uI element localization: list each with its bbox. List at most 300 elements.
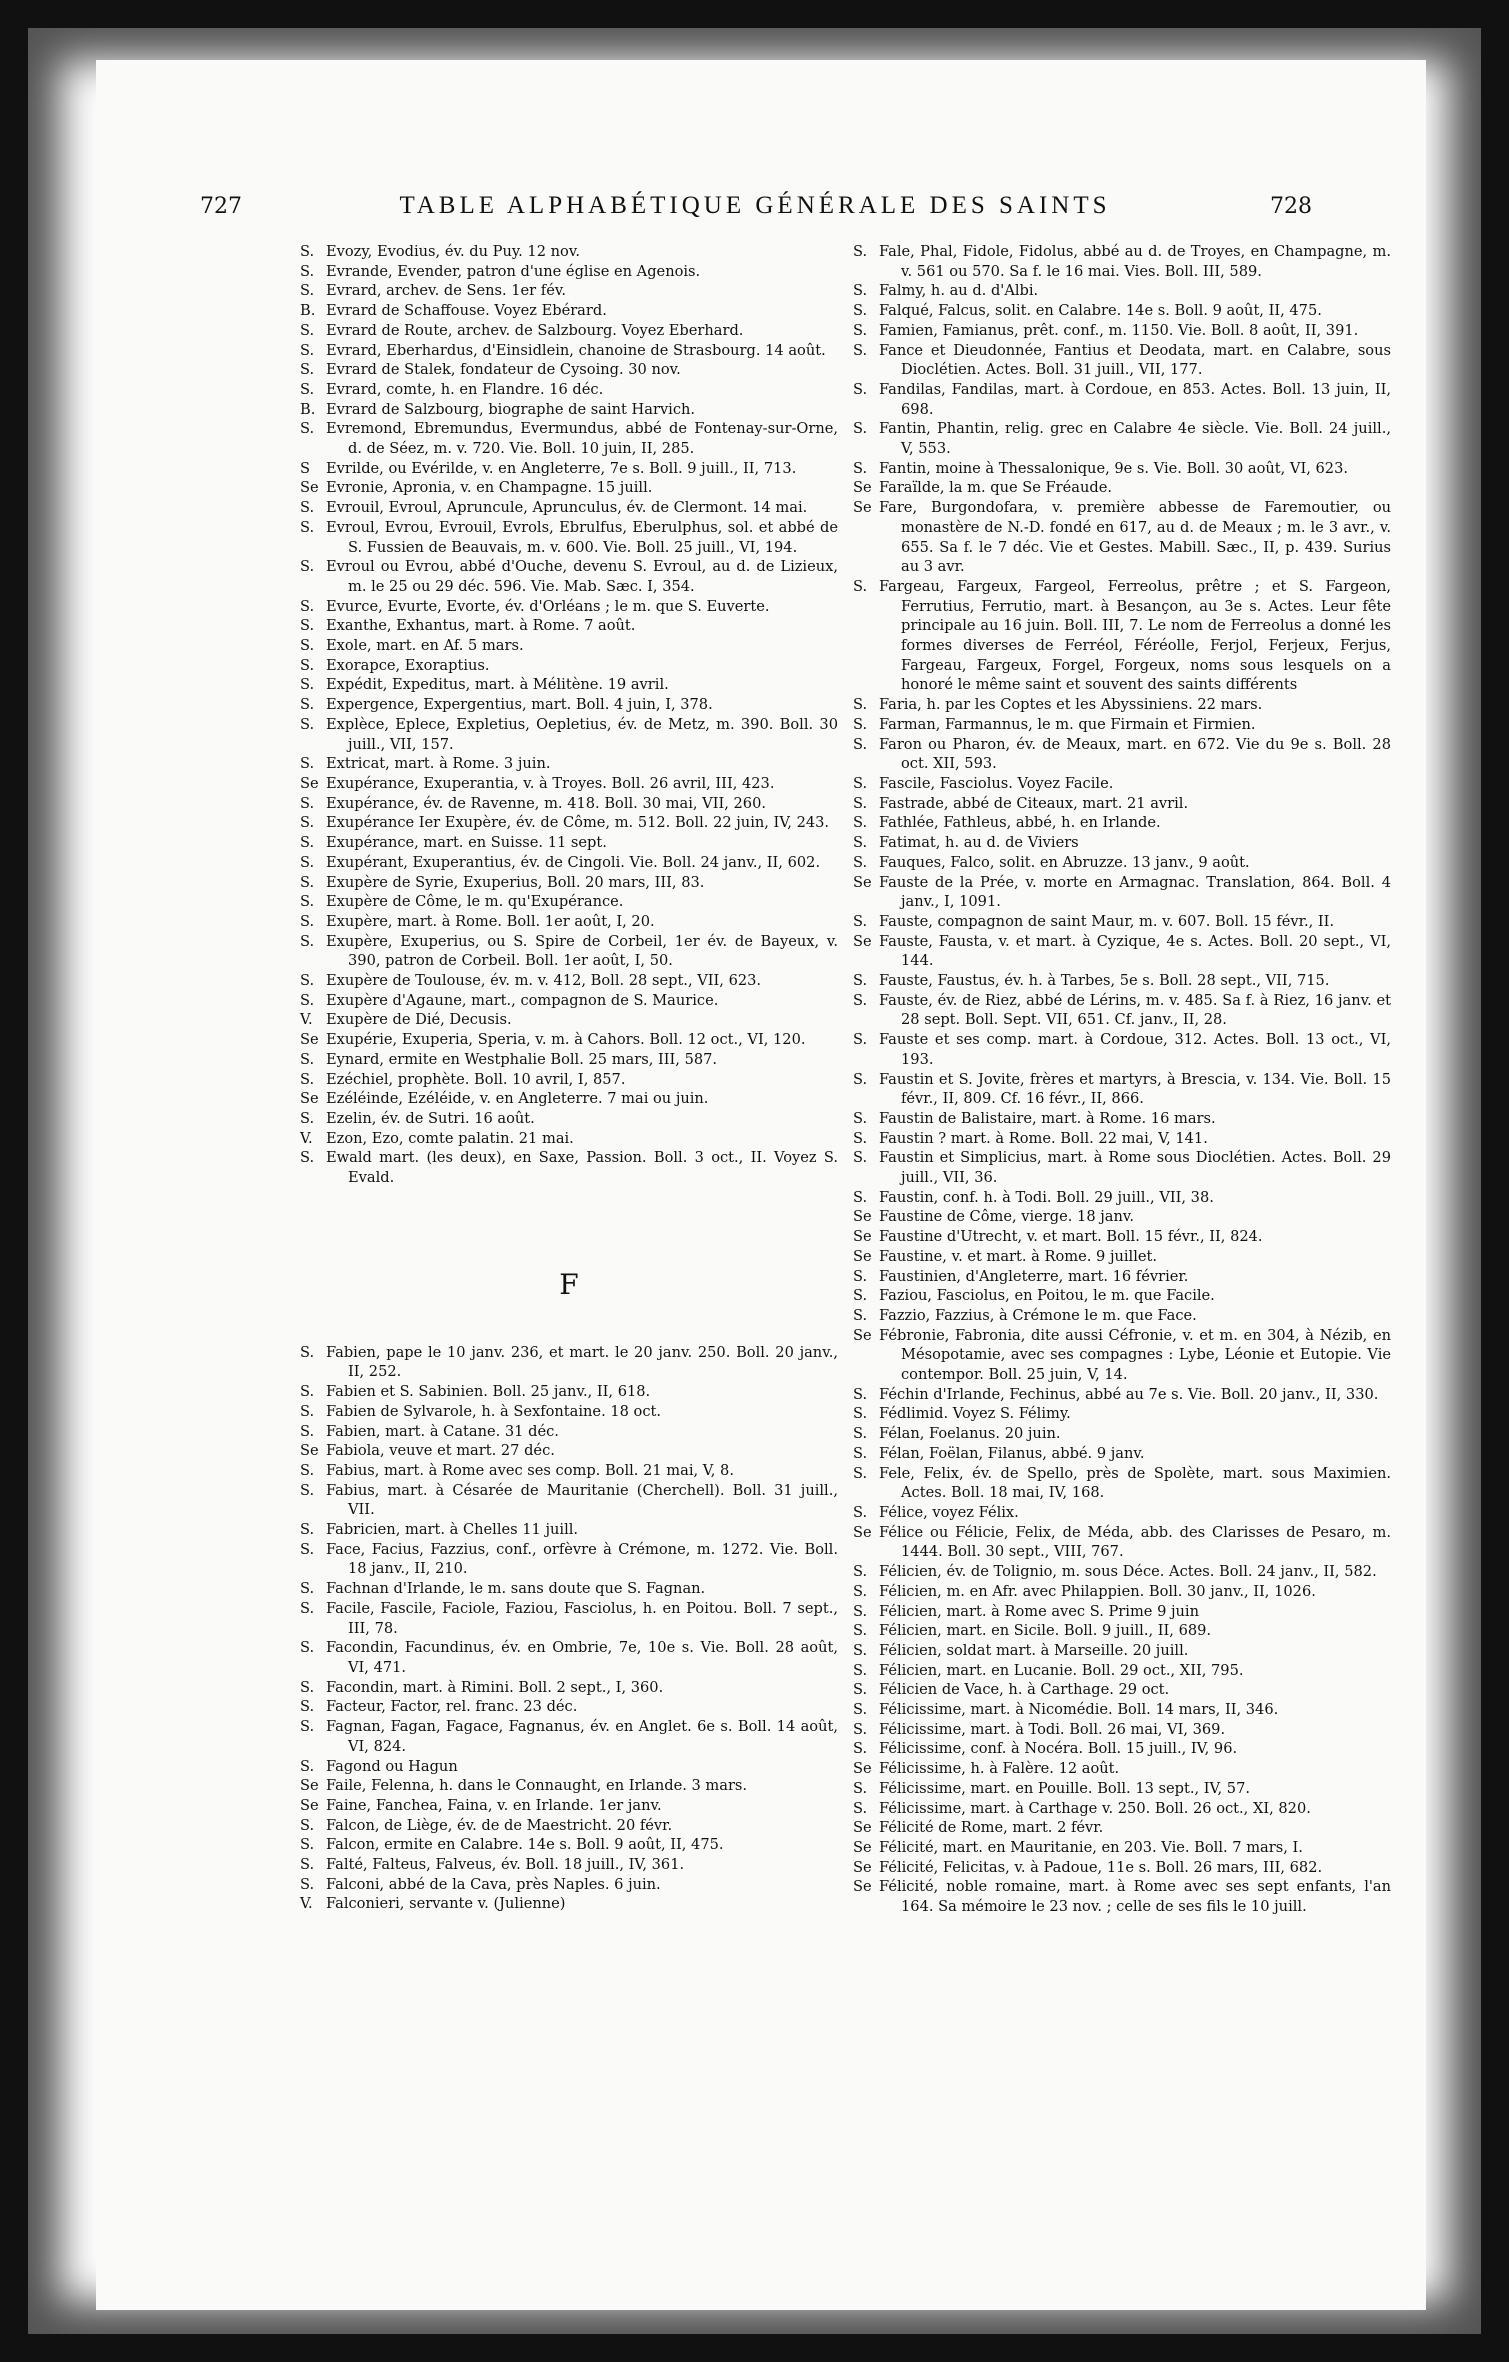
entry-text: Exupère de Toulouse, év. m. v. 412, Boll. 28 sept., VII, 623.: [326, 972, 762, 990]
entry-text: Félan, Foëlan, Filanus, abbé. 9 janv.: [879, 1444, 1145, 1462]
entry-prefix: S.: [300, 518, 315, 536]
index-entry: [853, 991, 1391, 1030]
index-entry: [300, 498, 838, 518]
entry-text: Félicissime, mart. à Todi. Boll. 26 mai, VI, 369.: [879, 1720, 1226, 1738]
index-entry: [300, 597, 838, 617]
entry-text: Facondin, Facundinus, év. en Ombrie, 7e, 10e s. Vie. Boll. 28 août, VI, 471.: [326, 1639, 838, 1676]
entry-text: Fébronie, Fabronia, dite aussi Céfronie, v. et m. en 304, à Nézib, en Mésopotamie, avec ses compagnes : Lybe, Léonie et Eutopie. Vie contempor. Boll. 25 juin, V, 14.: [879, 1326, 1391, 1384]
entry-prefix: S: [300, 459, 310, 477]
entry-text: Félicien, mart. en Lucanie. Boll. 29 oct., XII, 795.: [879, 1661, 1244, 1679]
entry-prefix: S.: [300, 1521, 315, 1539]
index-entry: [853, 1858, 1391, 1878]
entry-prefix: S.: [853, 774, 868, 792]
entry-text: Exupère de Côme, le m. qu'Exupérance.: [326, 893, 624, 911]
index-entry: [853, 1838, 1391, 1858]
entry-text: Fascile, Fasciolus. Voyez Facile.: [879, 774, 1114, 792]
entry-text: Exupère de Syrie, Exuperius, Boll. 20 mars, III, 83.: [326, 873, 705, 891]
entry-text: Fatimat, h. au d. de Viviers: [879, 834, 1079, 852]
entry-text: Fandilas, Fandilas, mart. à Cordoue, en 853. Actes. Boll. 13 juin, II, 698.: [879, 380, 1391, 418]
entry-text: Exole, mart. en Af. 5 mars.: [326, 637, 524, 655]
entry-text: Exupérance, Exuperantia, v. à Troyes. Boll. 26 avril, III, 423.: [326, 774, 775, 792]
index-entry: [300, 242, 838, 262]
index-entry: [853, 1188, 1391, 1208]
entry-prefix: S.: [853, 834, 868, 852]
index-entry: [300, 478, 838, 498]
index-entry: [300, 1030, 838, 1050]
entry-prefix: S.: [853, 853, 868, 871]
entry-text: Evurce, Evurte, Evorte, év. d'Orléans ; le m. que S. Euverte.: [326, 597, 770, 615]
entry-text: Evozy, Evodius, év. du Puy. 12 nov.: [326, 243, 580, 260]
index-entry: [853, 1247, 1391, 1267]
entry-text: Faraïlde, la m. que Se Fréaude.: [879, 479, 1112, 497]
page-header: [200, 192, 1310, 220]
entry-prefix: V.: [300, 1011, 313, 1029]
index-entry: [300, 419, 838, 458]
entry-prefix: Se: [300, 774, 319, 792]
entry-prefix: S.: [853, 972, 868, 990]
entry-text: Fauste, év. de Riez, abbé de Lérins, m. v. 485. Sa f. à Riez, 16 janv. et 28 sept. Boll. Sept. VII, 651. Cf. janv., II, 28.: [879, 991, 1391, 1029]
entry-text: Fagnan, Fagan, Fagace, Fagnanus, év. en Anglet. 6e s. Boll. 14 août, VI, 824.: [326, 1718, 838, 1755]
entry-prefix: S.: [853, 1031, 868, 1049]
entry-text: Facile, Fascile, Faciole, Faziou, Fasciolus, h. en Poitou. Boll. 7 sept., III, 78.: [326, 1599, 838, 1637]
entry-prefix: S.: [853, 1720, 868, 1738]
entry-text: Falcon, de Liège, év. de de Maestricht. 20 févr.: [326, 1816, 673, 1834]
index-entry: [300, 1579, 838, 1599]
index-entry: [853, 813, 1391, 833]
entry-text: Félicissime, mart. à Nicomédie. Boll. 14 mars, II, 346.: [879, 1701, 1279, 1719]
index-entry: [853, 1503, 1391, 1523]
index-entry: [300, 1070, 838, 1090]
entry-prefix: S.: [300, 1402, 315, 1420]
index-entry: [853, 341, 1391, 380]
entry-text: Félicissime, mart. à Carthage v. 250. Boll. 26 oct., XI, 820.: [879, 1799, 1311, 1817]
entry-text: Faron ou Pharon, év. de Meaux, mart. en 672. Vie du 9e s. Boll. 28 oct. XII, 593.: [879, 735, 1391, 773]
index-entry: [853, 1109, 1391, 1129]
entry-prefix: S.: [853, 794, 868, 812]
entry-text: Face, Facius, Fazzius, conf., orfèvre à Crémone, m. 1272. Vie. Boll. 18 janv., II, 210.: [326, 1540, 838, 1578]
index-entry: [853, 1207, 1391, 1227]
index-entry: [300, 1129, 838, 1149]
index-entry: [300, 1343, 838, 1382]
entry-prefix: Se: [853, 1878, 872, 1896]
index-entry: [300, 991, 838, 1011]
entry-prefix: Se: [300, 1442, 319, 1460]
index-entry: [300, 360, 838, 380]
entry-text: Faine, Fanchea, Faina, v. en Irlande. 1er janv.: [326, 1796, 662, 1814]
entry-text: Evrard de Route, archev. de Salzbourg. Voyez Eberhard.: [326, 321, 744, 339]
entry-prefix: S.: [300, 1718, 315, 1736]
index-entry: [300, 380, 838, 400]
entry-text: Falcon, ermite en Calabre. 14e s. Boll. 9 août, II, 475.: [326, 1836, 724, 1854]
entry-prefix: S.: [853, 1306, 868, 1324]
entry-text: Fauste de la Prée, v. morte en Armagnac. Translation, 864. Boll. 4 janv., I, 1091.: [879, 873, 1391, 911]
entry-prefix: S.: [300, 715, 315, 733]
entry-prefix: S.: [300, 873, 315, 891]
entry-prefix: S.: [853, 1464, 868, 1482]
entry-text: Faziou, Fasciolus, en Poitou, le m. que Facile.: [879, 1287, 1215, 1305]
entry-prefix: S.: [853, 1622, 868, 1640]
index-entry: [853, 478, 1391, 498]
entry-text: Farman, Farmannus, le m. que Firmain et Firmien.: [879, 715, 1256, 733]
index-entry: [853, 1720, 1391, 1740]
entry-prefix: S.: [300, 932, 315, 950]
entry-text: Fargeau, Fargeux, Fargeol, Ferreolus, prêtre ; et S. Fargeon, Ferrutius, Ferrutio, mart. à Besançon, au 3e s. Actes. Leur fête principale au 16 juin. Boll. III, 7. Le nom de Ferreolus a donné les formes diverses de Ferréol, Féréolle, Ferjol, Ferjeux, Ferjus, Fargeau, Fargeux, Forgel, Forgeux, noms sous lesquels on a honoré le même saint et souvent des saints différents: [879, 577, 1391, 694]
entry-prefix: S.: [300, 755, 315, 773]
section-letter: F: [559, 1267, 579, 1301]
entry-text: Fauques, Falco, solit. en Abruzze. 13 janv., 9 août.: [879, 853, 1250, 871]
entry-text: Exupère de Dié, Decusis.: [326, 1011, 512, 1029]
entry-text: Félicissime, conf. à Nocéra. Boll. 15 juill., IV, 96.: [879, 1740, 1238, 1758]
entry-prefix: S.: [300, 420, 315, 438]
index-entry: [853, 794, 1391, 814]
index-entry: [300, 459, 838, 479]
entry-prefix: S.: [300, 262, 315, 280]
entry-text: Félicissime, mart. en Pouille. Boll. 13 sept., IV, 57.: [879, 1779, 1251, 1797]
entries-e: [300, 242, 838, 1188]
index-entry: [853, 774, 1391, 794]
entry-prefix: S.: [853, 321, 868, 339]
entry-prefix: S.: [300, 1875, 315, 1893]
index-entry: [300, 971, 838, 991]
entry-text: Evremond, Ebremundus, Evermundus, abbé de Fontenay-sur-Orne, d. de Séez, m. v. 720. Vie. Boll. 10 juin, II, 285.: [326, 420, 838, 458]
entry-prefix: S.: [300, 893, 315, 911]
entry-prefix: S.: [853, 735, 868, 753]
index-entry: [300, 1382, 838, 1402]
entry-prefix: S.: [300, 1481, 315, 1499]
index-entry: [300, 754, 838, 774]
index-entry: [300, 1481, 838, 1520]
index-entry: [853, 1286, 1391, 1306]
index-entry: [300, 1757, 838, 1777]
entry-prefix: S.: [853, 1405, 868, 1423]
entry-text: Fédlimid. Voyez S. Félimy.: [879, 1405, 1071, 1423]
index-entry: [300, 892, 838, 912]
index-entry: [300, 301, 838, 321]
entry-prefix: S.: [853, 1681, 868, 1699]
entry-prefix: S.: [853, 459, 868, 477]
index-entry: [853, 1759, 1391, 1779]
entry-prefix: S.: [300, 380, 315, 398]
entry-prefix: S.: [853, 1701, 868, 1719]
index-entry: [853, 833, 1391, 853]
index-entry: [853, 1523, 1391, 1562]
entry-text: Fantin, moine à Thessalonique, 9e s. Vie. Boll. 30 août, VI, 623.: [879, 459, 1349, 477]
index-entry: [300, 262, 838, 282]
entry-text: Fabien et S. Sabinien. Boll. 25 janv., II, 618.: [326, 1383, 651, 1401]
entry-text: Evrard, archev. de Sens. 1er fév.: [326, 282, 566, 300]
entry-prefix: S.: [853, 302, 868, 320]
index-entry: [853, 1562, 1391, 1582]
index-entry: [300, 1461, 838, 1481]
entry-text: Exorapce, Exoraptius.: [326, 656, 490, 674]
index-entry: [853, 301, 1391, 321]
entry-text: Faustine de Côme, vierge. 18 janv.: [879, 1208, 1135, 1226]
index-entry: [300, 321, 838, 341]
entry-prefix: S.: [300, 1540, 315, 1558]
index-entry: [853, 1424, 1391, 1444]
entry-text: Fachnan d'Irlande, le m. sans doute que S. Fagnan.: [326, 1580, 706, 1598]
entry-text: Faustine, v. et mart. à Rome. 9 juillet.: [879, 1247, 1158, 1265]
entry-text: Exupérie, Exuperia, Speria, v. m. à Cahors. Boll. 12 oct., VI, 120.: [326, 1031, 806, 1049]
entry-prefix: S.: [300, 912, 315, 930]
entry-prefix: S.: [853, 1582, 868, 1600]
entry-text: Exanthe, Exhantus, mart. à Rome. 7 août.: [326, 617, 636, 635]
entry-prefix: S.: [853, 1444, 868, 1462]
index-entry: [853, 1602, 1391, 1622]
index-entry: [300, 636, 838, 656]
entry-prefix: S.: [300, 499, 315, 517]
page-number-left: 727: [200, 194, 242, 219]
index-entry: [300, 281, 838, 301]
entry-prefix: Se: [853, 1208, 872, 1226]
entry-prefix: S.: [853, 912, 868, 930]
entry-text: Evroul, Evrou, Evrouil, Evrols, Ebrulfus, Eberulphus, sol. et abbé de S. Fussien de Beauvais, m. v. 600. Vie. Boll. 25 juill., VI, 194.: [326, 518, 838, 556]
entry-prefix: Se: [853, 1326, 872, 1344]
entry-prefix: S.: [300, 794, 315, 812]
entry-text: Evrande, Evender, patron d'une église en Agenois.: [326, 262, 701, 280]
index-entry: [853, 1227, 1391, 1247]
entry-prefix: Se: [853, 932, 872, 950]
index-entry: [853, 281, 1391, 301]
entry-text: Félice ou Félicie, Felix, de Méda, abb. des Clarisses de Pesaro, m. 1444. Boll. 30 sept., VIII, 767.: [879, 1523, 1391, 1561]
entry-prefix: S.: [300, 617, 315, 635]
entry-prefix: S.: [300, 597, 315, 615]
index-entry: [853, 1779, 1391, 1799]
index-entry: [300, 1422, 838, 1442]
entry-prefix: V.: [300, 1895, 313, 1913]
index-entry: [853, 1030, 1391, 1069]
entry-prefix: S.: [853, 1563, 868, 1581]
entry-prefix: S.: [300, 361, 315, 379]
entry-text: Fagond ou Hagun: [326, 1757, 458, 1775]
entry-prefix: S.: [853, 1070, 868, 1088]
entry-prefix: S.: [300, 1678, 315, 1696]
entry-text: Félicité, noble romaine, mart. à Rome avec ses sept enfants, l'an 164. Sa mémoire le 23 nov. ; celle de ses fils le 10 juill.: [879, 1878, 1391, 1916]
entry-prefix: Se: [853, 1228, 872, 1246]
index-entry: [853, 853, 1391, 873]
entry-prefix: Se: [853, 1523, 872, 1541]
entry-text: Famien, Famianus, prêt. conf., m. 1150. Vie. Boll. 8 août, II, 391.: [879, 321, 1359, 339]
entry-prefix: S.: [300, 991, 315, 1009]
index-entry: [300, 695, 838, 715]
entry-text: Faustinien, d'Angleterre, mart. 16 février.: [879, 1267, 1189, 1285]
index-entry: [300, 1148, 838, 1187]
index-entry: [853, 1877, 1391, 1916]
index-entry: [300, 1010, 838, 1030]
index-entry: [300, 853, 838, 873]
index-entry: [300, 1109, 838, 1129]
entry-text: Félicien de Vace, h. à Carthage. 29 oct.: [879, 1681, 1170, 1699]
index-entry: [300, 813, 838, 833]
index-entry: [853, 1739, 1391, 1759]
index-entry: [300, 616, 838, 636]
index-entry: [300, 656, 838, 676]
entry-text: Facondin, mart. à Rimini. Boll. 2 sept., I, 360.: [326, 1678, 664, 1696]
entry-text: Faustin ? mart. à Rome. Boll. 22 mai, V, 141.: [879, 1129, 1208, 1147]
index-entry: [300, 1717, 838, 1756]
index-entry: [853, 419, 1391, 458]
entry-prefix: Se: [853, 1819, 872, 1837]
index-entry: [300, 1402, 838, 1422]
entry-prefix: S.: [853, 696, 868, 714]
entry-text: Exupérance Ier Exupère, év. de Côme, m. 512. Boll. 22 juin, IV, 243.: [326, 814, 830, 832]
index-entry: [300, 1796, 838, 1816]
index-entry: [853, 1070, 1391, 1109]
entry-text: Eynard, ermite en Westphalie Boll. 25 mars, III, 587.: [326, 1050, 718, 1068]
entry-prefix: S.: [853, 715, 868, 733]
entry-prefix: S.: [853, 1740, 868, 1758]
entry-text: Expédit, Expeditus, mart. à Mélitène. 19 avril.: [326, 676, 669, 694]
entry-prefix: Se: [300, 1031, 319, 1049]
entry-text: Falconi, abbé de la Cava, près Naples. 6 juin.: [326, 1875, 661, 1893]
entry-text: Félicien, m. en Afr. avec Philappien. Boll. 30 janv., II, 1026.: [879, 1582, 1316, 1600]
index-entry: [853, 1582, 1391, 1602]
entry-prefix: S.: [853, 1287, 868, 1305]
entry-text: Ezelin, év. de Sutri. 16 août.: [326, 1109, 535, 1127]
entry-prefix: S.: [853, 1661, 868, 1679]
entry-text: Evrard de Stalek, fondateur de Cysoing. 30 nov.: [326, 361, 681, 379]
entry-text: Fathlée, Fathleus, abbé, h. en Irlande.: [879, 814, 1161, 832]
entry-text: Faustin de Balistaire, mart. à Rome. 16 mars.: [879, 1109, 1216, 1127]
index-entry: [853, 695, 1391, 715]
entry-prefix: S.: [853, 282, 868, 300]
entry-text: Fastrade, abbé de Citeaux, mart. 21 avril.: [879, 794, 1189, 812]
index-entry: [853, 459, 1391, 479]
entry-prefix: S.: [300, 1836, 315, 1854]
index-entry: [300, 1835, 838, 1855]
entries-f: [300, 1343, 838, 1914]
entry-prefix: Se: [853, 479, 872, 497]
index-entry: [853, 1799, 1391, 1819]
entry-text: Falconieri, servante v. (Julienne): [326, 1895, 566, 1913]
entry-prefix: S.: [300, 853, 315, 871]
entry-text: Fauste et ses comp. mart. à Cordoue, 312. Actes. Boll. 13 oct., VI, 193.: [879, 1031, 1391, 1068]
index-entry: [300, 794, 838, 814]
entry-prefix: S.: [853, 420, 868, 438]
entry-text: Expergence, Expergentius, mart. Boll. 4 juin, I, 378.: [326, 696, 713, 714]
entry-text: Félice, voyez Félix.: [879, 1504, 1019, 1521]
index-entry: [300, 341, 838, 361]
entry-text: Faustine d'Utrecht, v. et mart. Boll. 15 févr., II, 824.: [879, 1228, 1263, 1246]
entry-text: Faria, h. par les Coptes et les Abyssiniens. 22 mars.: [879, 696, 1263, 714]
index-entry: [853, 1680, 1391, 1700]
index-entry: [300, 1816, 838, 1836]
entry-text: Fabiola, veuve et mart. 27 déc.: [326, 1442, 555, 1460]
index-entry: [853, 715, 1391, 735]
index-entry: [853, 1444, 1391, 1464]
entry-text: Exupère, mart. à Rome. Boll. 1er août, I, 20.: [326, 912, 655, 930]
index-entry: [853, 321, 1391, 341]
entry-prefix: S.: [300, 814, 315, 832]
index-entry: [853, 1700, 1391, 1720]
index-entry: [853, 1148, 1391, 1187]
entry-prefix: S.: [853, 1641, 868, 1659]
entry-text: Fabien, pape le 10 janv. 236, et mart. le 20 janv. 250. Boll. 20 janv., II, 252.: [326, 1343, 838, 1381]
entry-prefix: S.: [300, 341, 315, 359]
index-entry: [853, 735, 1391, 774]
index-entry: [300, 1050, 838, 1070]
entry-prefix: S.: [300, 972, 315, 990]
entry-text: Evronie, Apronia, v. en Champagne. 15 juill.: [326, 479, 653, 497]
entry-prefix: S.: [300, 321, 315, 339]
entry-text: Félan, Foelanus. 20 juin.: [879, 1425, 1061, 1443]
index-entry: [853, 971, 1391, 991]
entry-prefix: S.: [300, 1070, 315, 1088]
entry-prefix: S.: [300, 558, 315, 576]
entry-prefix: S.: [853, 991, 868, 1009]
index-entry: [853, 1621, 1391, 1641]
entry-prefix: S.: [300, 1461, 315, 1479]
index-entry: [853, 1326, 1391, 1385]
entry-prefix: S.: [300, 656, 315, 674]
index-entry: [853, 932, 1391, 971]
entry-prefix: B.: [300, 302, 316, 320]
entry-text: Extricat, mart. à Rome. 3 juin.: [326, 755, 551, 773]
entry-prefix: S.: [300, 1856, 315, 1874]
entry-prefix: S.: [300, 1383, 315, 1401]
entry-text: Ezéchiel, prophète. Boll. 10 avril, I, 857.: [326, 1070, 626, 1088]
index-entry: [300, 932, 838, 971]
entry-text: Fabricien, mart. à Chelles 11 juill.: [326, 1521, 579, 1539]
index-entry: [300, 774, 838, 794]
index-entry: [300, 1855, 838, 1875]
entry-text: Fance et Dieudonnée, Fantius et Deodata, mart. en Calabre, sous Dioclétien. Actes. Boll. 31 juill., VII, 177.: [879, 341, 1391, 379]
index-entry: [853, 1129, 1391, 1149]
entry-text: Fabien de Sylvarole, h. à Sexfontaine. 18 oct.: [326, 1402, 662, 1420]
entry-prefix: B.: [300, 400, 316, 418]
entry-prefix: S.: [853, 1188, 868, 1206]
entry-text: Félicien, soldat mart. à Marseille. 20 juill.: [879, 1641, 1189, 1659]
entry-text: Félicien, év. de Tolignio, m. sous Déce. Actes. Boll. 24 janv., II, 582.: [879, 1563, 1377, 1581]
entry-prefix: S.: [853, 1149, 868, 1167]
entry-text: Faustin et Simplicius, mart. à Rome sous Dioclétien. Actes. Boll. 29 juill., VII, 36.: [879, 1149, 1391, 1187]
entry-text: Fele, Felix, év. de Spello, près de Spolète, mart. sous Maximien. Actes. Boll. 18 mai, IV, 168.: [879, 1464, 1391, 1502]
index-entry: [853, 380, 1391, 419]
entry-text: Fabius, mart. à Rome avec ses comp. Boll. 21 mai, V, 8.: [326, 1461, 734, 1479]
index-entry: [300, 557, 838, 596]
entry-prefix: S.: [853, 1779, 868, 1797]
entry-prefix: S.: [300, 696, 315, 714]
entry-prefix: S.: [300, 1816, 315, 1834]
entry-text: Evrouil, Evroul, Apruncule, Aprunculus, év. de Clermont. 14 mai.: [326, 499, 808, 517]
entry-text: Ewald mart. (les deux), en Saxe, Passion. Boll. 3 oct., II. Voyez S. Evald.: [326, 1149, 838, 1187]
entry-text: Ezéléinde, Ezéléide, v. en Angleterre. 7 mai ou juin.: [326, 1090, 709, 1108]
entry-text: Fazzio, Fazzius, à Crémone le m. que Face.: [879, 1306, 1197, 1324]
entry-prefix: Se: [853, 1760, 872, 1778]
entry-prefix: S.: [300, 1109, 315, 1127]
entry-text: Explèce, Eplece, Expletius, Oepletius, év. de Metz, m. 390. Boll. 30 juill., VII, 157.: [326, 715, 838, 753]
entry-prefix: Se: [853, 1247, 872, 1265]
entry-prefix: S.: [300, 1599, 315, 1617]
index-entry: [300, 715, 838, 754]
entry-prefix: S.: [853, 243, 868, 260]
entry-prefix: S.: [300, 1639, 315, 1657]
entry-prefix: S.: [300, 1698, 315, 1716]
index-entry: [300, 400, 838, 420]
entry-prefix: V.: [300, 1129, 313, 1147]
index-entry: [300, 1894, 838, 1914]
entry-text: Félicité, mart. en Mauritanie, en 203. Vie. Boll. 7 mars, I.: [879, 1838, 1303, 1856]
entry-text: Falté, Falteus, Falveus, év. Boll. 18 juill., IV, 361.: [326, 1856, 685, 1874]
entry-prefix: S.: [300, 1149, 315, 1167]
index-entry: [853, 498, 1391, 577]
entry-prefix: S.: [853, 1109, 868, 1127]
entry-text: Evrard, comte, h. en Flandre. 16 déc.: [326, 380, 604, 398]
entry-text: Félicien, mart. en Sicile. Boll. 9 juill., II, 689.: [879, 1622, 1212, 1640]
entry-text: Fale, Phal, Fidole, Fidolus, abbé au d. de Troyes, en Champagne, m. v. 561 ou 570. Sa f. le 16 mai. Vies. Boll. III, 589.: [879, 243, 1391, 280]
entries-f-continued: [853, 242, 1391, 1917]
index-entry: [300, 1599, 838, 1638]
